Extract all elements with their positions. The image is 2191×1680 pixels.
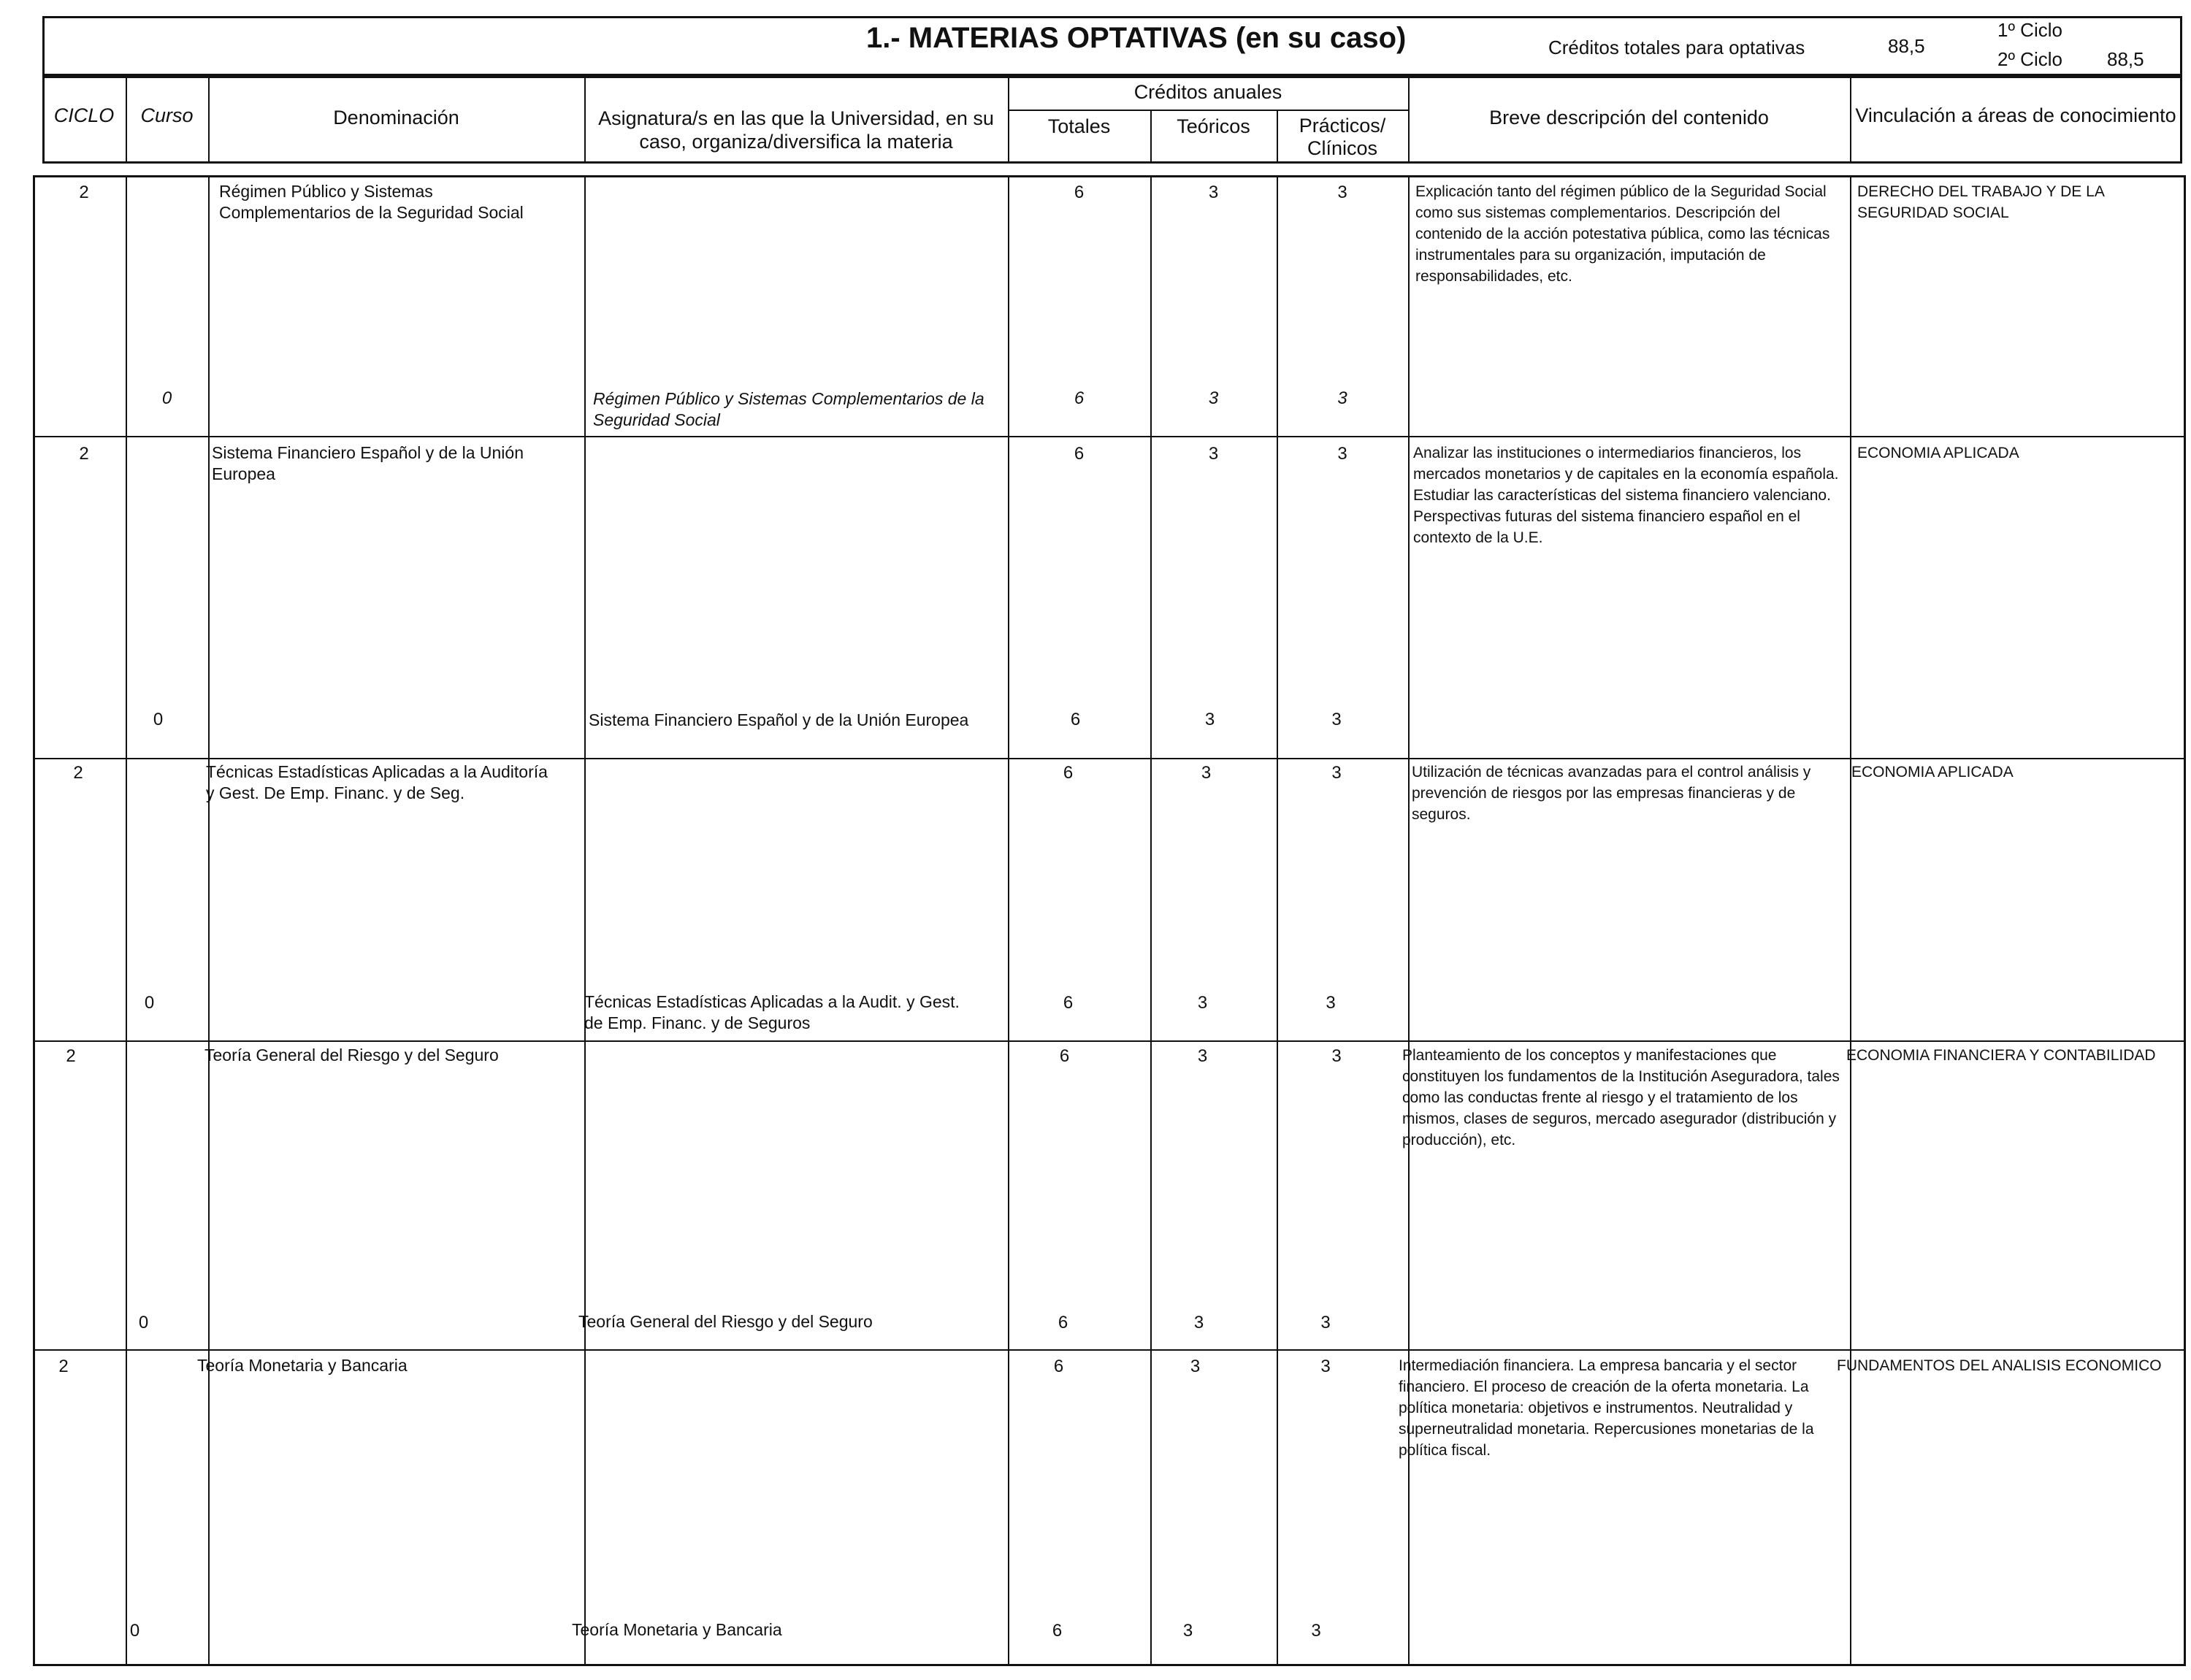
row-totales: 6 (1053, 1357, 1064, 1376)
row-sub-teoricos: 3 (1197, 993, 1208, 1013)
row-sub-totales: 6 (1058, 1313, 1068, 1332)
row-sub-teoricos: 3 (1204, 710, 1215, 729)
header-teoricos: Teóricos (1177, 115, 1250, 137)
header-vinculacion: Vinculación a áreas de conocimiento (1855, 104, 2176, 126)
row-descripcion: Utilización de técnicas avanzadas para el control análisis y prevención de riesgos por las empresas financieras y de seguros. (1412, 764, 1811, 823)
row-descripcion: Intermediación financiera. La empresa bancaria y el sector financiero. El proceso de creación de la oferta monetaria. La política monetaria: objetivos e instrumentos. Neutralidad y superneutralidad monetaria. Repercusiones monetarias de la política fiscal. (1399, 1357, 1814, 1459)
row-totales: 6 (1074, 444, 1085, 464)
row-descripcion: Planteamiento de los conceptos y manifestaciones que constituyen los fundamentos de la Institución Aseguradora, tales como las conductas frente al riesgo y el tratamiento de los mismos, clases de seguros, mercado asegurador (distribución y producción), etc. (1402, 1047, 1840, 1148)
row-ciclo: 2 (79, 183, 89, 202)
header-totales: Totales (1047, 115, 1111, 137)
header-creditos-anuales: Créditos anuales (1133, 81, 1282, 103)
row-sub-practicos: 3 (1320, 1313, 1331, 1332)
page-title: 1.- MATERIAS OPTATIVAS (en su caso) (866, 22, 1407, 54)
row-ciclo: 2 (73, 763, 83, 783)
row-asignatura: Sistema Financiero Español y de la Unión Europea (589, 710, 969, 729)
row-practicos: 3 (1337, 444, 1347, 464)
header-asignatura: Asignatura/s en las que la Universidad, en su caso, organiza/diversifica la materia (598, 107, 994, 153)
row-sub-totales: 6 (1074, 388, 1085, 408)
row-curso: 0 (129, 1621, 140, 1641)
row-descripcion: Explicación tanto del régimen público de la Seguridad Social como sus sistemas complementarios. Descripción del contenido de la acción potestativa pública, como las técnicas instrumentales para su organización, imputación de responsabilidades, etc. (1415, 183, 1830, 285)
row-sub-totales: 6 (1052, 1621, 1063, 1641)
row-teoricos: 3 (1208, 444, 1219, 464)
row-totales: 6 (1074, 183, 1085, 202)
row-totales: 6 (1063, 763, 1074, 783)
header-descripcion: Breve descripción del contenido (1489, 107, 1769, 129)
row-sub-practicos: 3 (1326, 993, 1336, 1013)
header-denominacion: Denominación (333, 107, 459, 129)
row-sub-teoricos: 3 (1208, 388, 1219, 408)
row-curso: 0 (144, 993, 155, 1013)
header-practicos: Prácticos/ Clínicos (1299, 115, 1386, 159)
row-practicos: 3 (1331, 1046, 1342, 1066)
header-curso: Curso (140, 104, 194, 126)
row-curso: 0 (161, 388, 172, 408)
row-asignatura: Teoría General del Riesgo y del Seguro (578, 1312, 873, 1331)
row-teoricos: 3 (1201, 763, 1212, 783)
row-area: ECONOMIA APLICADA (1857, 445, 2019, 461)
row-area: FUNDAMENTOS DEL ANALISIS ECONOMICO (1837, 1357, 2162, 1374)
row-sub-practicos: 3 (1331, 710, 1342, 729)
row-denominacion: Teoría Monetaria y Bancaria (197, 1356, 408, 1375)
row-teoricos: 3 (1208, 183, 1219, 202)
row-curso: 0 (138, 1313, 149, 1332)
row-practicos: 3 (1320, 1357, 1331, 1376)
row-asignatura: Régimen Público y Sistemas Complementarios de la Seguridad Social (593, 389, 984, 429)
row-descripcion: Analizar las instituciones o intermediarios financieros, los mercados monetarios y de capitales en la economía española. Estudiar las características del sistema financiero valenciano. Perspectivas futuras del sistema financiero español en el contexto de la U.E. (1413, 445, 1839, 546)
row-ciclo: 2 (66, 1046, 76, 1066)
row-sub-practicos: 3 (1337, 388, 1347, 408)
row-denominacion: Régimen Público y Sistemas Complementarios de la Seguridad Social (219, 182, 524, 222)
creditos-totales-label: Créditos totales para optativas (1548, 37, 1805, 58)
ciclo1-label: 1º Ciclo (1997, 19, 2062, 41)
row-asignatura: Teoría Monetaria y Bancaria (572, 1620, 782, 1639)
row-area: ECONOMIA APLICADA (1851, 764, 2014, 780)
row-area: DERECHO DEL TRABAJO Y DE LA SEGURIDAD SOCIAL (1857, 183, 2104, 221)
row-curso: 0 (153, 710, 164, 729)
row-area: ECONOMIA FINANCIERA Y CONTABILIDAD (1846, 1047, 2156, 1064)
row-denominacion: Teoría General del Riesgo y del Seguro (204, 1046, 499, 1065)
row-denominacion: Sistema Financiero Español y de la Unión Europea (212, 443, 524, 483)
row-ciclo: 2 (79, 444, 89, 464)
row-ciclo: 2 (58, 1357, 69, 1376)
ciclo2-label: 2º Ciclo (1997, 48, 2062, 70)
row-sub-totales: 6 (1063, 993, 1074, 1013)
row-sub-practicos: 3 (1311, 1621, 1321, 1641)
creditos-totales-value: 88,5 (1888, 35, 1925, 57)
row-practicos: 3 (1331, 763, 1342, 783)
header-ciclo: CICLO (53, 104, 115, 126)
row-sub-totales: 6 (1070, 710, 1081, 729)
row-totales: 6 (1059, 1046, 1070, 1066)
row-practicos: 3 (1337, 183, 1347, 202)
row-teoricos: 3 (1197, 1046, 1208, 1066)
row-sub-teoricos: 3 (1193, 1313, 1204, 1332)
row-teoricos: 3 (1190, 1357, 1201, 1376)
row-denominacion: Técnicas Estadísticas Aplicadas a la Auditoría y Gest. De Emp. Financ. y de Seg. (206, 762, 548, 802)
ciclo2-value: 88,5 (2107, 48, 2144, 70)
row-asignatura: Técnicas Estadísticas Aplicadas a la Audit. y Gest. de Emp. Financ. y de Seguros (584, 992, 960, 1032)
row-sub-teoricos: 3 (1182, 1621, 1193, 1641)
